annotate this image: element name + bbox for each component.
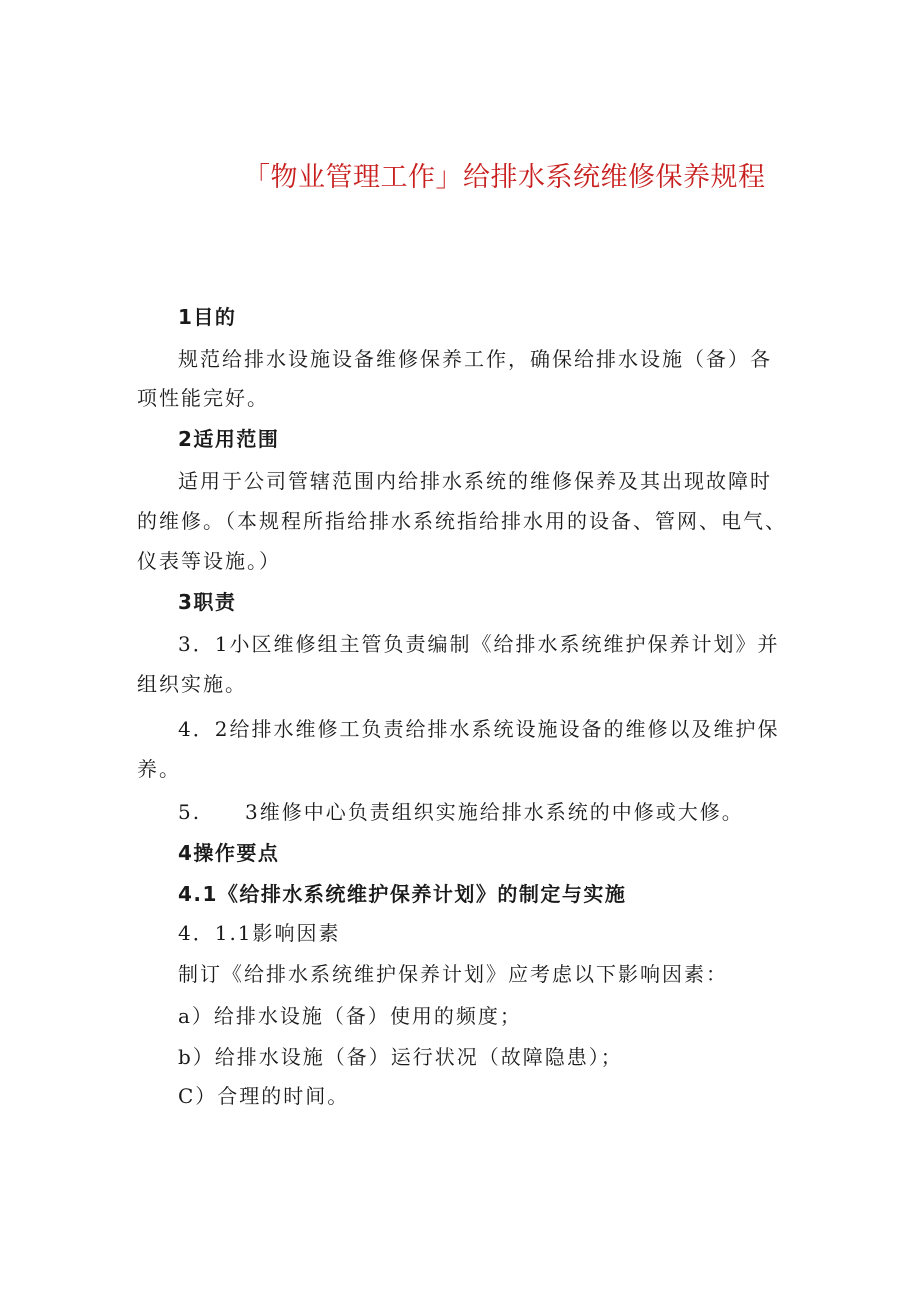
section-3-paragraph-line: 3．1小区维修组主管负责编制《给排水系统维护保养计划》并 xyxy=(178,632,780,656)
section-3-item-number: 5. xyxy=(178,800,202,824)
section-4-1-1-heading: 4．1.1影响因素 xyxy=(178,921,341,945)
section-3-heading: 3职责 xyxy=(178,590,237,614)
section-3-paragraph-line: 组织实施。 xyxy=(137,672,247,696)
section-4-1-1-intro: 制订《给排水系统维护保养计划》应考虑以下影响因素： xyxy=(178,962,728,986)
section-2-paragraph-line: 适用于公司管辖范围内给排水系统的维修保养及其出现故障时 xyxy=(178,469,772,493)
section-4-heading: 4操作要点 xyxy=(178,841,280,865)
section-2-paragraph-line: 的维修。（本规程所指给排水系统指给排水用的设备、管网、电气、 xyxy=(137,509,787,533)
section-3-paragraph-line: 3维修中心负责组织实施给排水系统的中修或大修。 xyxy=(245,800,744,824)
section-1-paragraph-line: 规范给排水设施设备维修保养工作，确保给排水设施（备）各 xyxy=(178,347,772,371)
list-item-c: C）合理的时间。 xyxy=(178,1084,350,1108)
section-3-paragraph-line: 养。 xyxy=(137,757,181,781)
list-item-a: a）给排水设施（备）使用的频度； xyxy=(178,1004,522,1028)
section-2-paragraph-line: 仪表等设施。） xyxy=(137,549,281,573)
section-2-heading: 2适用范围 xyxy=(178,427,280,451)
document-title: 「物业管理工作」给排水系统维修保养规程 xyxy=(243,162,766,193)
section-3-paragraph-line: 4．2给排水维修工负责给排水系统设施设备的维修以及维护保 xyxy=(178,717,780,741)
list-item-b: b）给排水设施（备）运行状况（故障隐患）； xyxy=(178,1045,623,1069)
section-1-heading: 1目的 xyxy=(178,305,237,329)
section-1-paragraph-line: 项性能完好。 xyxy=(137,386,269,410)
section-4-1-heading: 4.1《给排水系统维护保养计划》的制定与实施 xyxy=(178,882,627,906)
